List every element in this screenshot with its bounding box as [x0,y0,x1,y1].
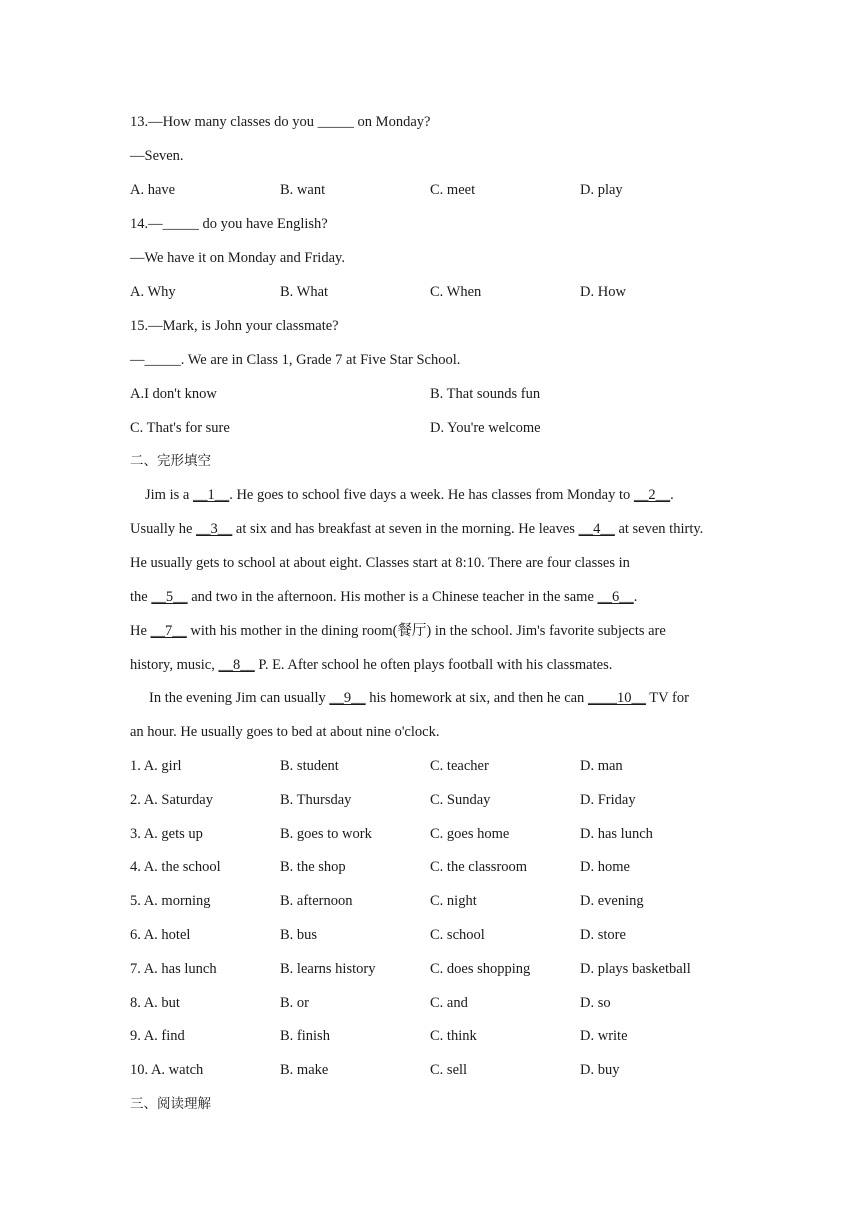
option-d: D. How [580,284,626,300]
option-a: 8. A. but [130,994,180,1011]
option-d: D. so [580,994,611,1011]
passage-line: He __7__ with his mother in the dining room(餐厅) in the school. Jim's favorite subjects are [130,623,666,639]
option-c: C. night [430,893,477,910]
blank-9: __9__ [329,690,366,706]
option-b: B. Thursday [280,791,352,808]
blank-10: ____10__ [587,690,646,706]
passage-line: the __5__ and two in the afternoon. His mother is a Chinese teacher in the same __6__. [130,589,638,605]
option-b: B. What [280,284,329,300]
option-c: C. When [430,284,482,300]
option-b: B. student [280,758,339,774]
blank-7: __7__ [150,623,187,639]
section-heading-reading: 三、阅读理解 [130,1096,211,1112]
option-d: D. play [580,182,623,198]
passage-line: history, music, __8__ P. E. After school he often plays football with his classmates. [130,657,613,673]
option-c: C. school [430,927,485,943]
option-a: 10. A. watch [130,1062,204,1079]
passage-line: Jim is a __1__. He goes to school five days a week. He has classes from Monday to __2__. [145,487,674,503]
option-d: D. You're welcome [430,420,541,436]
option-a: 3. A. gets up [130,825,203,842]
passage-line: Usually he __3__ at six and has breakfast at seven in the morning. He leaves __4__ at seven thirty. [130,521,704,537]
option-d: D. write [580,1028,628,1045]
passage-line: He usually gets to school at about eight. Classes start at 8:10. There are four classes in [130,555,630,571]
option-b: B. afternoon [280,893,353,910]
option-c: C. Sunday [430,791,491,808]
option-b: B. make [280,1062,329,1079]
option-b: B. finish [280,1028,330,1045]
option-a: 4. A. the school [130,859,221,876]
blank-4: __4__ [578,521,615,537]
option-d: D. Friday [580,791,636,808]
blank-5: __5__ [151,589,188,605]
blank-2: __2__ [633,487,671,503]
q14-question: 14.—_____ do you have English? [130,216,328,232]
option-c: C. goes home [430,825,510,842]
option-a: 1. A. girl [130,758,182,774]
option-d: D. store [580,927,626,943]
option-b: B. goes to work [280,825,372,842]
q14-answer: —We have it on Monday and Friday. [130,250,345,266]
option-a: A. Why [130,284,176,300]
q15-answer: —_____. We are in Class 1, Grade 7 at Five Star School. [130,352,461,368]
option-c: C. does shopping [430,960,531,977]
option-a: 6. A. hotel [130,927,191,943]
option-b: B. learns history [280,960,376,977]
option-b: B. want [280,182,326,198]
option-a: 9. A. find [130,1028,185,1045]
option-c: C. think [430,1028,477,1045]
option-b: B. bus [280,927,318,943]
blank-3: __3__ [196,521,233,537]
option-b: B. the shop [280,859,346,876]
option-c: C. That's for sure [130,420,230,436]
option-a: 2. A. Saturday [130,791,213,808]
option-c: C. and [430,994,468,1011]
q15-question: 15.—Mark, is John your classmate? [130,318,339,334]
option-a: A.I don't know [130,386,217,402]
option-d: D. man [580,758,623,774]
option-d: D. has lunch [580,825,653,842]
section-heading-cloze: 二、完形填空 [130,453,211,469]
option-a: 7. A. has lunch [130,960,217,977]
blank-6: __6__ [597,589,634,605]
blank-8: __8__ [218,657,255,673]
option-d: D. buy [580,1062,620,1079]
q13-question: 13.—How many classes do you _____ on Monday? [130,114,431,130]
passage-line: an hour. He usually goes to bed at about nine o'clock. [130,724,440,740]
passage-line: In the evening Jim can usually __9__ his homework at six, and then he can ____10__ TV for [149,690,689,706]
option-c: C. sell [430,1062,468,1079]
option-c: C. the classroom [430,859,528,876]
option-c: C. teacher [430,758,489,774]
option-b: B. That sounds fun [430,386,541,402]
option-a: 5. A. morning [130,893,211,910]
option-d: D. home [580,859,630,876]
option-a: A. have [130,182,176,198]
q13-answer: —Seven. [130,148,184,164]
option-c: C. meet [430,182,476,198]
option-d: D. evening [580,893,644,910]
blank-1: __1__ [192,487,230,503]
option-d: D. plays basketball [580,960,691,977]
option-b: B. or [280,994,309,1011]
